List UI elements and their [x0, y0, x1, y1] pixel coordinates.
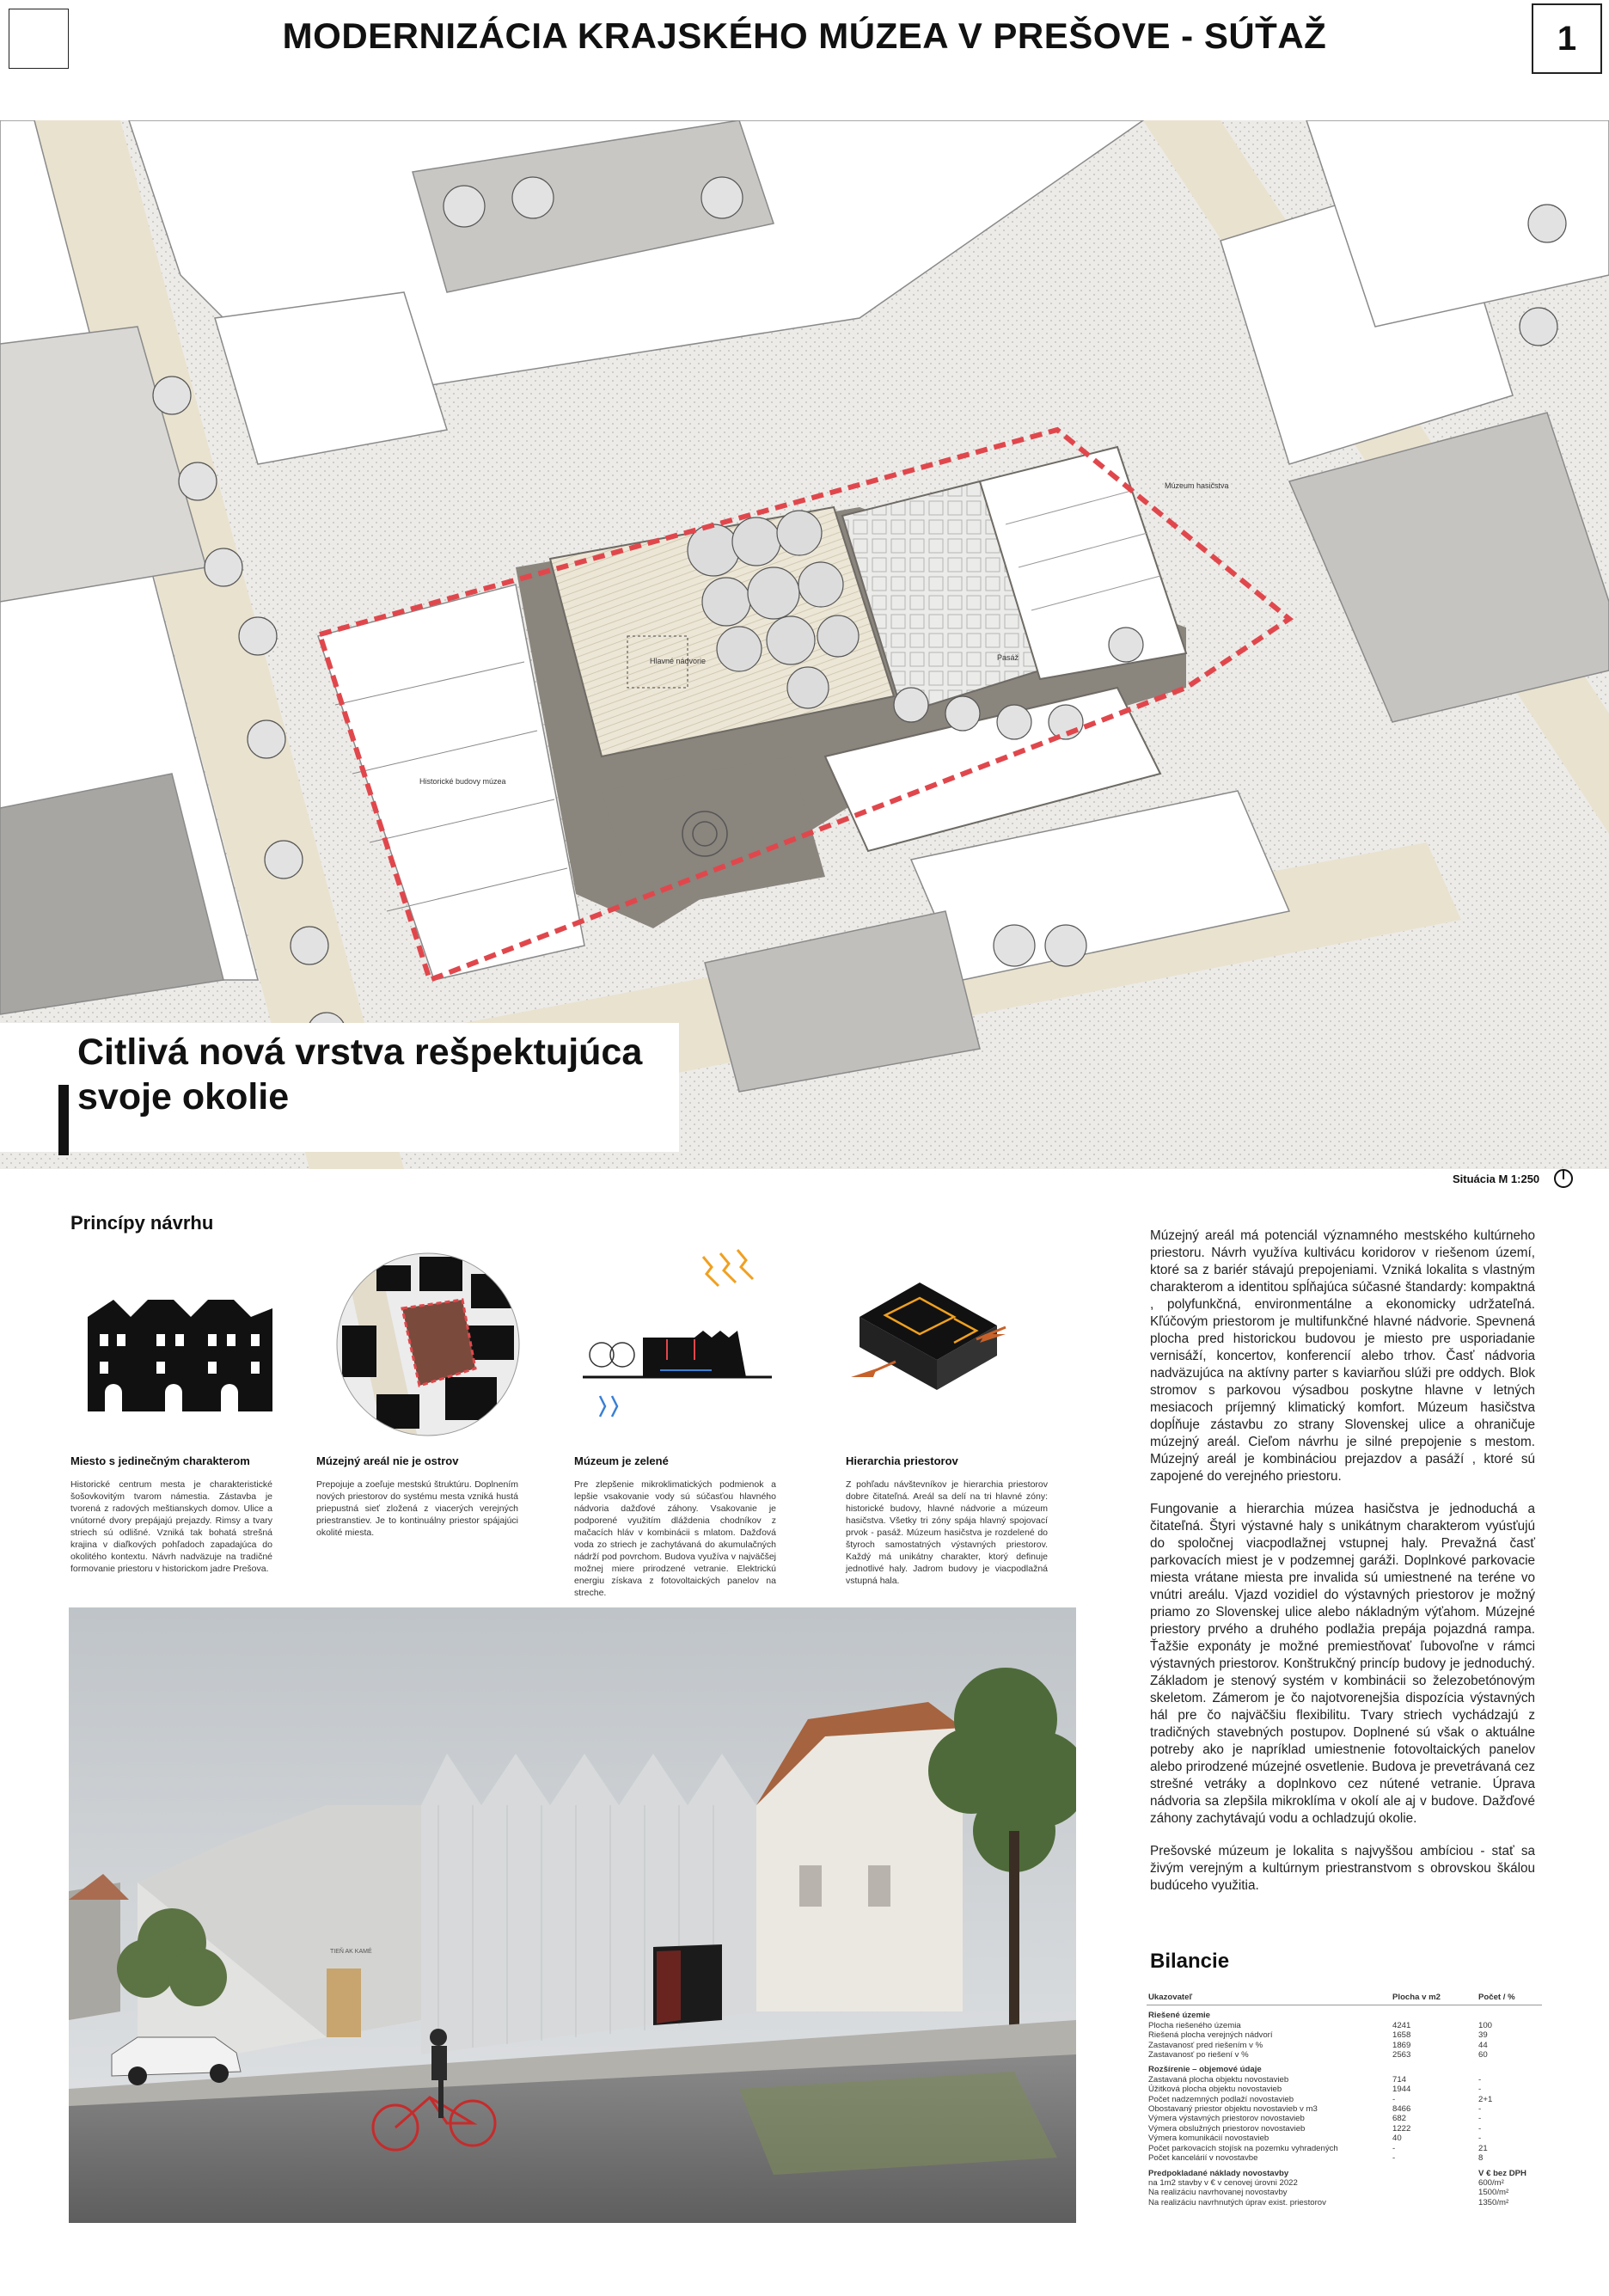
section-row: Predpokladané náklady novostavby V € bez DPH	[1148, 2168, 1526, 2178]
table-row: Obostavaný priestor objektu novostavieb v m3 8466 -	[1148, 2104, 1482, 2115]
sun-rays-icon	[703, 1250, 753, 1286]
street-render	[69, 1607, 1076, 2223]
principle-1-title: Miesto s jedinečným charakterom	[70, 1454, 250, 1467]
facade-pictogram	[79, 1248, 285, 1446]
table-row: Zastavanosť pred riešením v % 1869 44	[1148, 2040, 1488, 2050]
rain-water-icon	[600, 1396, 617, 1417]
bilancie-heading: Bilancie	[1150, 1950, 1230, 1973]
headline-accent-bar	[58, 1085, 69, 1155]
principle-4-text: Z pohľadu návštevníkov je hierarchia priestorov dobre čitateľná. Areál sa delí na tri hlavné zóny: historické budovy, hlavné nádvorie a múzeum hasičstva. Všetky tri zóny spája hlavný spojovací prvok - pasáž. Múzeum hasičstva je rozdelené do štyroch samostatných výstavných priestorov. Každý má unikátny charakter, ktorý definuje jednotlivé haly. Jadrom budovy je viacpodlažná vstupná hala.	[846, 1479, 1048, 1586]
label-fire-museum: Múzeum hasičstva	[1165, 481, 1229, 490]
scale-label: Situácia M 1:250	[1453, 1172, 1540, 1185]
table-row: na 1m2 stavby v € v cenovej úrovni 2022 600/m²	[1148, 2177, 1504, 2188]
description-paragraph: Prešovské múzeum je lokalita s najvyššou ambíciou - stať sa živým verejným a kultúrnym priestranstvom s obrovskou škálou budúceho využitia.	[1150, 1844, 1535, 1893]
table-row: Zastavanosť po riešení v % 2563 60	[1148, 2050, 1488, 2060]
table-header-row	[1147, 1993, 1542, 2005]
page-number: 1	[1532, 3, 1602, 74]
site-headline-line2: svoje okolie	[77, 1076, 290, 1117]
urban-fabric-pictogram	[325, 1248, 531, 1446]
site-plan-drawing	[0, 120, 1609, 1169]
green-museum-pictogram	[574, 1248, 780, 1446]
table-row: Plocha riešeného územia 4241 100	[1148, 2020, 1493, 2030]
site-headline-line1: Citlivá nová vrstva rešpektujúca	[77, 1032, 643, 1073]
label-courtyard: Hlavné nádvorie	[650, 657, 707, 665]
table-row: Riešená plocha verejných nádvorí 1658 39	[1148, 2030, 1488, 2041]
table-row: Výmera výstavných priestorov novostavieb 682 -	[1148, 2114, 1482, 2124]
label-historic-buildings: Historické budovy múzea	[419, 777, 506, 786]
bilancie-table	[1147, 1993, 1542, 2207]
table-row: Počet kancelárií v novostavbe - 8	[1148, 2153, 1484, 2164]
principle-4-title: Hierarchia priestorov	[846, 1454, 958, 1467]
hierarchy-pictogram	[825, 1248, 1031, 1446]
table-row: Úžitková plocha objektu novostavieb 1944 -	[1148, 2085, 1482, 2095]
description-paragraph: Fungovanie a hierarchia múzea hasičstva je jednoduchá a čitateľná. Štyri výstavné haly s unikátnym charakterom vyúsťujú do spoločnej viacpodlažnej vstupnej haly. Prevažná časť parkovacích miest je v podzemnej garáži. Doplnkové parkovacie miesta vrátane miesta pre invalida sú umiestnené na teréne vo vnútri areálu. Vjazd vozidiel do výstavných priestorov je možný priamo zo Slovenskej ulice alebo nákladným výťahom. Múzejné priestory prvého a druhého podlažia prepája pojazdná rampa. Ťažšie exponáty je možné premiestňovať ľubovoľne v rámci výstavných priestorov. Konštrukčný princíp budovy je jednoduchý. Základom je stenový systém v kombinácii so železobetónovým skeletom. Zámerom je čo najotvorenejšia dispozícia výstavných hál pre čo najväčšiu flexibilitu. Tvary striech vychádzajú z tradičných stavebných postupov. Doplnené sú však o aktuálne potreby ako je napríklad umiestnenie fotovoltaických panelov alebo prirodzené múzejné osvetlenie. Budova je prevetrávaná cez strešné vetráky a doplnkovo cez nútené vetranie. Úprava nádvoria sa zlepšila mikroklíma v okolí ale aj v budove. Dažďové záhony zachytávajú vodu a ochladzujú okolie.	[1150, 1502, 1535, 1826]
page-title: MODERNIZÁCIA KRAJSKÉHO MÚZEA V PREŠOVE - SÚŤAŽ	[282, 15, 1327, 56]
table-row: Počet parkovacích stojísk na pozemku vyhradených - 21	[1148, 2143, 1488, 2153]
table-row: Výmera komunikácií novostavieb 40 -	[1148, 2134, 1482, 2144]
site-headline	[77, 1030, 679, 1119]
principle-2-text: Prepojuje a zoeľuje mestskú štruktúru. Doplnením nových priestorov do systému mesta vzniká hustá priepustná sieť zložená z viacerých verejných priestranstiev. Je to kontinuálny priestor spájajúci okolité miesta.	[316, 1479, 518, 1538]
facade-sign: TIEŇ AK KAMÉ	[330, 1949, 372, 1955]
column-header: Počet / %	[1477, 1993, 1542, 2005]
column-header: Plocha v m2	[1391, 1993, 1477, 2005]
site-plan	[0, 120, 1609, 1169]
table-row: Na realizáciu navrhnutých úprav exist. priestorov 1350/m²	[1148, 2197, 1509, 2207]
principle-1-text: Historické centrum mesta je charakteristické šošovkovitým tvarom námestia. Zástavba je tvorená z radových meštianskych domov. Ulice a vnútorné dvory prepájajú prejazdy. Rimsy a tvary striech sú odlišné. Vzniká tak bohatá strešná krajina v diaľkových pohľadoch zapadajúca do okolitého kontextu. Návrh nadväzuje na tradičné formovanie priestoru v historickom jadre Prešova.	[70, 1479, 272, 1574]
label-passage: Pasáž	[997, 653, 1019, 662]
project-description	[1150, 1228, 1535, 1910]
north-arrow-icon	[1554, 1169, 1573, 1188]
section-row: Rozšírenie – objemové údaje	[1148, 2065, 1262, 2075]
render-image	[69, 1607, 1076, 2223]
table-row: Výmera obslužných priestorov novostavieb 1222 -	[1148, 2123, 1482, 2134]
principle-3-title: Múzeum je zelené	[574, 1454, 669, 1467]
column-header: Ukazovateľ	[1147, 1993, 1391, 2005]
table-row: Počet nadzemných podlaží novostavieb - 2+1	[1148, 2094, 1493, 2104]
table-row: Zastavaná plocha objektu novostavieb 714 -	[1148, 2074, 1482, 2085]
principle-2-title: Múzejný areál nie je ostrov	[316, 1454, 459, 1467]
description-paragraph: Múzejný areál má potenciál významného mestského kultúrneho priestoru. Návrh využíva kultivácu koridorov v riešenom území, ktoré sa z bariér stávajú prepojeniami. Vzniká lokalita s vlastným charakterom a identitou spĺňajúca súčasné štandardy: kompaktná , polyfunkčná, environmentálne a ekonomicky udržateľná. Kľúčovým priestorom je multifunkčné hlavné nádvorie. Spevnená plocha pred historickou budovou je miesto pre usporiadanie vernisáží, koncertov, konferencií alebo trhov. Časť nádvoria nadväzujúca na aktívny parter s kaviarňou slúži pre oddych. Blok stromov s parkovou výsadbou poskytne hlavne v letných mesiacoch príjemný klimatický komfort. Múzeum hasičstva dopĺňuje zástavbu zo strany Slovenskej ulice a ohraničuje múzejný areál. Cieľom návrhu je silné prepojenie s mestom. Múzejný areál je kombináciou prejazdov a pasáží , ktoré sú zapojené do verejného priestoru.	[1150, 1228, 1535, 1484]
principle-3-text: Pre zlepšenie mikroklimatických podmienok a lepšie vsakovanie vody sú súčasťou hlavného nádvoria dažďové záhony. Vsakovanie je podporené využitím dláždenia chodníkov z mačacích hláv v kombinácii s mlatom. Dažďová voda zo striech je zachytávaná do akumulačných nádrží pod povrchom. Budova využíva v najväčšej možnej miere prirodzené vetranie. Elektrickú energiu získava z fotovoltaických panelov na streche.	[574, 1479, 776, 1598]
principles-heading: Princípy návrhu	[70, 1212, 214, 1234]
table-row: Na realizáciu navrhovanej novostavby 1500/m²	[1148, 2188, 1509, 2198]
section-row: Riešené územie	[1148, 2011, 1210, 2021]
